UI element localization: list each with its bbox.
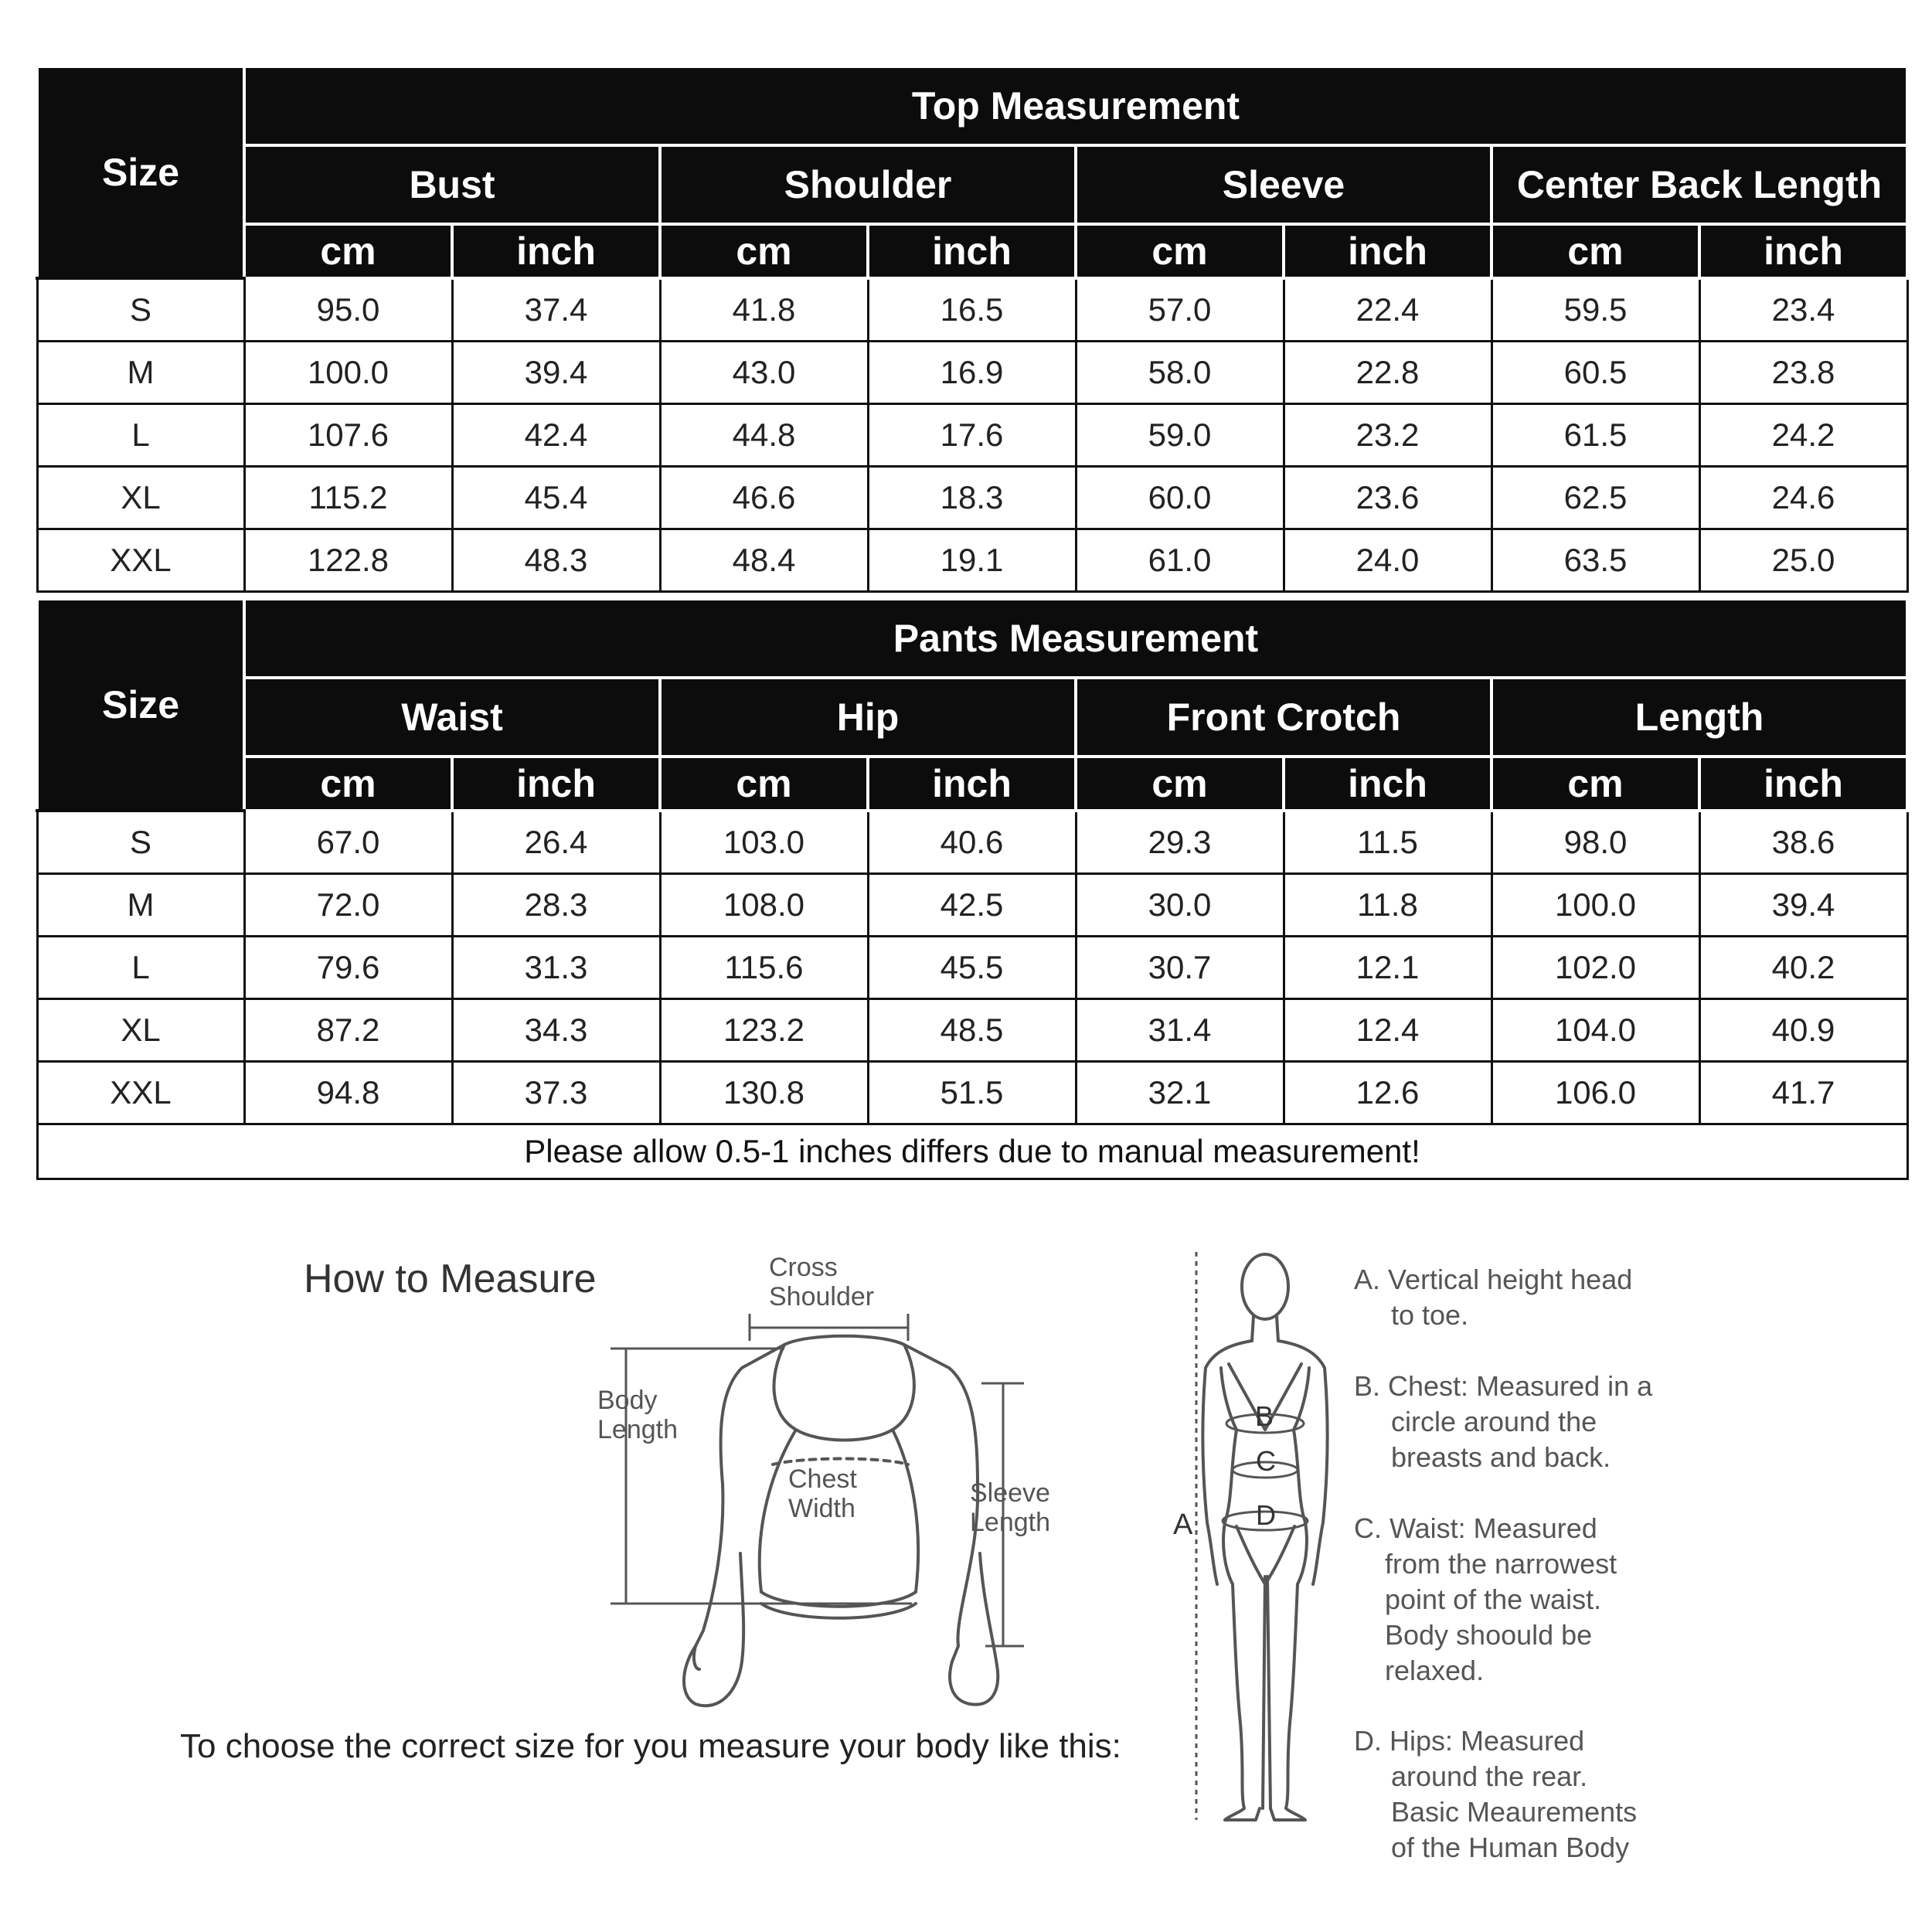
measurement-cell: 23.8 [1699,342,1907,404]
measurement-cell: 31.4 [1076,999,1284,1062]
group-header-center-back-length: Center Back Length [1492,145,1907,224]
measurement-cell: 40.6 [868,811,1076,874]
legend-b [1354,1369,1652,1475]
measurement-cell: 30.7 [1076,937,1284,999]
unit-header: inch [452,224,660,278]
measurement-cell: 42.4 [452,404,660,467]
group-header-shoulder: Shoulder [660,145,1076,224]
measurement-cell: 17.6 [868,404,1076,467]
measurement-cell: 48.5 [868,999,1076,1062]
label-line: Width [788,1494,855,1523]
unit-header: inch [868,224,1076,278]
measurement-cell: 30.0 [1076,874,1284,937]
measurement-cell: 34.3 [452,999,660,1062]
chest-width-label [788,1464,857,1523]
legend-line: D. Hips: Measured [1354,1725,1585,1757]
unit-header: cm [1076,757,1284,811]
measurement-cell: 37.3 [452,1062,660,1124]
size-cell: XXL [37,1062,244,1124]
measurement-cell: 51.5 [868,1062,1076,1124]
measurement-cell: 24.2 [1699,404,1907,467]
size-header: Size [37,66,244,278]
group-header-sleeve: Sleeve [1076,145,1492,224]
unit-header: cm [244,224,452,278]
group-header-front-crotch: Front Crotch [1076,678,1492,757]
measurement-cell: 11.8 [1284,874,1492,937]
measurement-cell: 79.6 [244,937,452,999]
measurement-cell: 23.4 [1699,278,1907,342]
unit-header: inch [1284,224,1492,278]
legend-line: Body shoould be [1385,1619,1593,1651]
legend-line: point of the waist. [1385,1583,1602,1615]
legend-line: from the narrowest [1385,1548,1617,1580]
label-line: Body [597,1386,658,1415]
measurement-cell: 31.3 [452,937,660,999]
measurement-cell: 94.8 [244,1062,452,1124]
legend-a [1354,1262,1632,1333]
measurement-cell: 40.9 [1699,999,1907,1062]
measurement-cell: 63.5 [1492,529,1699,592]
legend-d [1354,1723,1637,1866]
measurement-cell: 22.8 [1284,342,1492,404]
marker-c: C [1256,1445,1276,1477]
legend-line: relaxed. [1385,1655,1485,1686]
legend-line: Basic Meaurements [1391,1796,1638,1828]
measurement-cell: 122.8 [244,529,452,592]
measurement-cell: 102.0 [1492,937,1699,999]
measurement-cell: 23.2 [1284,404,1492,467]
body-figure-icon [1202,1254,1327,1820]
measurement-cell: 29.3 [1076,811,1284,874]
unit-header: cm [1492,224,1699,278]
measurement-cell: 42.5 [868,874,1076,937]
measurement-cell: 45.4 [452,467,660,529]
marker-a: A [1173,1509,1193,1541]
measurement-cell: 11.5 [1284,811,1492,874]
measurement-cell: 130.8 [660,1062,868,1124]
legend-line: of the Human Body [1391,1832,1630,1863]
measurement-cell: 98.0 [1492,811,1699,874]
measurement-cell: 23.6 [1284,467,1492,529]
measurement-cell: 46.6 [660,467,868,529]
measurement-cell: 12.6 [1284,1062,1492,1124]
measurement-cell: 103.0 [660,811,868,874]
measurement-cell: 115.2 [244,467,452,529]
size-cell: M [37,342,244,404]
size-cell: XXL [37,529,244,592]
label-line: Length [970,1508,1050,1537]
measurement-cell: 48.4 [660,529,868,592]
measurement-cell: 45.5 [868,937,1076,999]
marker-d: D [1256,1499,1276,1531]
measurement-cell: 39.4 [452,342,660,404]
label-line: Cross [769,1253,838,1282]
measurement-cell: 123.2 [660,999,868,1062]
measurement-cell: 60.5 [1492,342,1699,404]
legend-line: C. Waist: Measured [1354,1512,1597,1544]
measurement-cell: 39.4 [1699,874,1907,937]
size-header: Size [37,599,244,811]
measurement-cell: 108.0 [660,874,868,937]
measurement-cell: 72.0 [244,874,452,937]
measurement-cell: 43.0 [660,342,868,404]
size-cell: XL [37,999,244,1062]
measurement-cell: 12.1 [1284,937,1492,999]
unit-header: cm [1076,224,1284,278]
label-line: Chest [788,1464,857,1494]
measurement-cell: 87.2 [244,999,452,1062]
measurement-cell: 22.4 [1284,278,1492,342]
legend-c [1354,1511,1617,1689]
measurement-cell: 37.4 [452,278,660,342]
measurement-cell: 41.8 [660,278,868,342]
measurement-cell: 60.0 [1076,467,1284,529]
size-cell: L [37,404,244,467]
measurement-cell: 44.8 [660,404,868,467]
measurement-cell: 12.4 [1284,999,1492,1062]
unit-header: cm [244,757,452,811]
measurement-cell: 24.0 [1284,529,1492,592]
measurement-cell: 100.0 [244,342,452,404]
unit-header: inch [868,757,1076,811]
legend-line: B. Chest: Measured in a [1354,1370,1653,1402]
table-title: Pants Measurement [244,599,1907,678]
measurement-cell: 61.5 [1492,404,1699,467]
size-cell: S [37,278,244,342]
measurement-cell: 58.0 [1076,342,1284,404]
unit-header: inch [452,757,660,811]
cross-shoulder-label [769,1253,874,1311]
group-header-waist: Waist [244,678,660,757]
group-header-length: Length [1492,678,1907,757]
measurement-note: Please allow 0.5-1 inches differs due to manual measurement! [37,1124,1907,1179]
sleeve-length-label [970,1478,1050,1537]
legend-line: circle around the [1391,1406,1597,1437]
measurement-cell: 24.6 [1699,467,1907,529]
unit-header: inch [1284,757,1492,811]
measurement-cell: 59.5 [1492,278,1699,342]
measurement-cell: 107.6 [244,404,452,467]
table-title: Top Measurement [244,66,1907,145]
measurement-cell: 16.9 [868,342,1076,404]
measurement-cell: 16.5 [868,278,1076,342]
measurement-cell: 59.0 [1076,404,1284,467]
unit-header: cm [660,757,868,811]
measurement-cell: 115.6 [660,937,868,999]
measurement-cell: 100.0 [1492,874,1699,937]
how-to-measure-title: How to Measure [304,1257,597,1301]
label-line: Shoulder [769,1282,875,1311]
unit-header: inch [1699,757,1907,811]
label-line: Sleeve [970,1478,1050,1508]
measurement-cell: 32.1 [1076,1062,1284,1124]
measurement-cell: 106.0 [1492,1062,1699,1124]
group-header-hip: Hip [660,678,1076,757]
measurement-cell: 28.3 [452,874,660,937]
measurement-cell: 104.0 [1492,999,1699,1062]
measurement-cell: 19.1 [868,529,1076,592]
measurement-cell: 41.7 [1699,1062,1907,1124]
legend-line: to toe. [1391,1299,1469,1331]
measurement-cell: 18.3 [868,467,1076,529]
measurement-cell: 26.4 [452,811,660,874]
measurement-cell: 48.3 [452,529,660,592]
measurement-cell: 95.0 [244,278,452,342]
measurement-cell: 61.0 [1076,529,1284,592]
legend-line: around the rear. [1391,1760,1588,1792]
measurement-cell: 67.0 [244,811,452,874]
unit-header: inch [1699,224,1907,278]
measurement-cell: 38.6 [1699,811,1907,874]
legend-line: breasts and back. [1391,1441,1611,1473]
unit-header: cm [1492,757,1699,811]
body-length-label [597,1386,678,1444]
choose-size-text: To choose the correct size for you measure your body like this: [180,1727,1121,1765]
group-header-bust: Bust [244,145,660,224]
measurement-cell: 25.0 [1699,529,1907,592]
size-cell: M [37,874,244,937]
measurement-cell: 57.0 [1076,278,1284,342]
size-cell: XL [37,467,244,529]
size-cell: S [37,811,244,874]
label-line: Length [597,1415,678,1444]
marker-b: B [1255,1400,1274,1432]
size-cell: L [37,937,244,999]
measurement-cell: 62.5 [1492,467,1699,529]
measurement-cell: 40.2 [1699,937,1907,999]
unit-header: cm [660,224,868,278]
legend-line: A. Vertical height head [1354,1264,1633,1295]
